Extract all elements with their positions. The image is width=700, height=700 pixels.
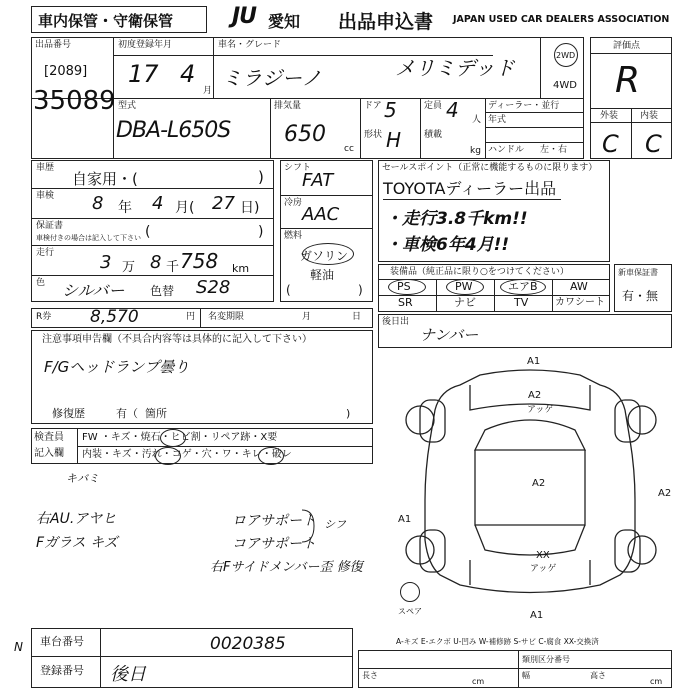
drive-2wd: 2WD	[556, 51, 576, 60]
mileage-rest: 758	[180, 249, 219, 273]
logo-place: 愛知	[268, 12, 301, 31]
fuel-label: 燃料	[284, 231, 303, 241]
plate-value: 後日	[110, 664, 146, 685]
fuel-open: (	[286, 283, 291, 297]
recycle-unit: 円	[186, 312, 196, 322]
selling-label: セールスポイント（正常に機能するものに限ります）	[382, 163, 598, 173]
repair-count-label: 箇所	[145, 407, 167, 420]
history-value: 自家用・(	[72, 170, 138, 188]
plate-label: 登録番号	[40, 664, 84, 677]
warranty-close: )	[258, 224, 264, 240]
damage-bracket	[300, 506, 324, 546]
color-code: S28	[196, 277, 231, 298]
mileage-label: 走行	[36, 248, 55, 258]
doors-value: 5	[384, 98, 397, 122]
association-name: JAPAN USED CAR DEALERS ASSOCIATION	[453, 14, 670, 25]
inspection-day-unit: 日)	[240, 200, 260, 216]
inspector-row2: 内装・キズ・汚れ・コゲ・穴・ワ・キレ・破レ	[82, 449, 292, 460]
registration-month: 4	[180, 60, 196, 88]
diag-mark-up2: アッゲ	[530, 564, 557, 574]
damage-shifu: シフ	[324, 518, 346, 531]
equipment-label: 装備品（純正品に限り○をつけてください）	[390, 267, 569, 277]
equip-ps: PS	[397, 280, 411, 293]
color-change-label: 色替	[150, 284, 175, 298]
shift-label: シフト	[284, 163, 312, 173]
selling-line1: ・走行3.8千km!!	[385, 209, 528, 229]
registration-year: 17	[128, 60, 159, 88]
shape-value: H	[386, 128, 402, 152]
capacity-value: 4	[446, 98, 459, 122]
name-change-day: 日	[352, 312, 362, 322]
diag-mark-a2-roof: A2	[532, 478, 546, 489]
recycle-box	[31, 308, 373, 328]
ju-logo: JU	[232, 4, 257, 29]
shape-label: 形状	[364, 130, 383, 140]
diag-mark-a1-top: A1	[527, 356, 541, 367]
width-label: 幅	[522, 671, 530, 680]
name-change-label: 名変期限	[208, 312, 245, 322]
mileage-sen-unit: 千	[166, 260, 180, 275]
diag-mark-xx: XX	[536, 550, 550, 561]
length-label: 長さ	[362, 671, 378, 680]
fuel-gas: ガソリン	[300, 249, 349, 263]
inspector-mark: キバミ	[66, 472, 99, 485]
diag-mark-up1: アッゲ	[527, 405, 554, 415]
history-label: 車歴	[36, 163, 55, 173]
car-grade: メリミデッド	[395, 56, 515, 80]
equip-airbag: エアB	[508, 280, 538, 293]
side-mark: N	[14, 640, 23, 654]
color-label: 色	[36, 278, 46, 288]
chassis-label: 車台番号	[40, 635, 84, 648]
lot-number: 35089	[33, 86, 116, 116]
spare-label: スペア	[398, 607, 422, 616]
fuel-diesel: 軽油	[310, 268, 335, 282]
inspector-row1: FW ・キズ・焼石・ヒビ割・リペア跡・X要	[82, 432, 278, 443]
lot-number-label: 出品番号	[35, 40, 72, 50]
length-unit: cm	[472, 677, 485, 686]
warranty-open: (	[145, 224, 151, 240]
repair-label: 修復歴	[52, 407, 85, 420]
equip-seat: カワシート	[555, 297, 605, 308]
capacity-unit: 人	[472, 115, 482, 125]
form-title: 出品申込書	[338, 11, 434, 33]
name-change-month: 月	[302, 312, 312, 322]
inspection-year-unit: 年	[118, 200, 132, 216]
recycle-label: R券	[36, 312, 52, 322]
warranty-label: 保証書	[36, 221, 64, 231]
doors-label: ドア	[364, 101, 382, 111]
height-unit: cm	[650, 677, 663, 686]
displacement-label: 排気量	[274, 101, 302, 111]
equip-navi: ナビ	[454, 296, 476, 309]
inspector-mark-circle3	[258, 447, 284, 465]
exterior-grade: C	[602, 130, 619, 158]
equip-aw: AW	[570, 280, 588, 293]
fuel-gas-circle	[302, 243, 354, 265]
inspection-year: 8	[92, 193, 104, 214]
diagram-legend: A-キズ E-エクボ U-凹み W-補修跡 S-サビ C-腐食 XX-交換済	[396, 637, 599, 646]
repair-value: 有（	[116, 407, 138, 420]
storage-label: 車内保管・守衛保管	[38, 12, 174, 30]
diag-mark-a1-left: A1	[398, 514, 412, 525]
damage-right2: コアサポート	[232, 536, 316, 552]
interior-label: 内装	[640, 111, 659, 121]
warranty-note: 車検付きの場合は記入して下さい	[36, 234, 141, 242]
year-model-label: 年式	[488, 115, 507, 125]
handle-label: ハンドル	[488, 145, 525, 155]
mileage-man-unit: 万	[122, 260, 136, 275]
mileage-man: 3	[100, 252, 112, 273]
damage-left1: 右AU.アヤヒ	[36, 511, 117, 527]
notes-text: F/Gヘッドランプ曇り	[44, 358, 190, 376]
capacity-label: 定員	[424, 101, 443, 111]
equip-airbag-circle	[500, 279, 546, 295]
inspection-day: 27	[212, 193, 235, 214]
interior-grade: C	[645, 130, 662, 158]
notes-label: 注意事項申告欄（不具合内容等は具体的に記入して下さい）	[42, 334, 312, 345]
drive-4wd: 4WD	[553, 80, 577, 91]
later-value: ナンバー	[420, 326, 479, 344]
history-close: )	[258, 168, 264, 186]
diag-mark-a2-right: A2	[658, 488, 672, 499]
grade-score: R	[615, 60, 641, 101]
damage-left2: Fガラス キズ	[36, 535, 118, 551]
equip-tv: TV	[514, 296, 529, 309]
car-name: ミラジーノ	[222, 66, 322, 90]
ac-label: 冷房	[284, 198, 303, 208]
registration-label: 初度登録年月	[118, 40, 173, 50]
load-label: 積載	[424, 130, 443, 140]
inspector-label1: 検査員	[34, 432, 64, 443]
cc-unit: cc	[344, 144, 354, 154]
equip-pw-circle	[446, 279, 484, 295]
inspector-mark-circle1	[160, 429, 186, 447]
selling-line2: ・車検6年4月!!	[385, 235, 510, 255]
exterior-label: 外装	[600, 111, 619, 121]
height-label: 高さ	[590, 671, 606, 680]
dealer-parallel: ディーラー・並行	[488, 101, 560, 111]
insurance-label: 新車保証書	[618, 268, 658, 277]
equip-ps-circle	[388, 279, 426, 295]
handle-options: 左・右	[540, 145, 568, 155]
inspection-month-unit: 月(	[175, 200, 195, 216]
spare-tire-icon	[400, 582, 420, 602]
shift-value: FAT	[302, 170, 334, 191]
ac-value: AAC	[302, 204, 340, 225]
inspector-mark-circle2	[155, 447, 181, 465]
kg-unit: kg	[470, 146, 481, 156]
model-label: 型式	[118, 101, 137, 111]
inspector-label2: 記入欄	[34, 448, 64, 459]
recycle-amount: 8,570	[90, 307, 139, 327]
model-value: DBA-L650S	[116, 118, 231, 143]
car-name-label: 車名・グレード	[218, 40, 282, 50]
color-value: シルバー	[62, 281, 125, 300]
equip-pw: PW	[455, 280, 473, 293]
class-label: 類別区分番号	[522, 655, 570, 664]
displacement-value: 650	[284, 122, 326, 147]
inspection-month: 4	[152, 193, 164, 214]
fuel-close: )	[358, 283, 363, 297]
mileage-sen: 8	[150, 252, 162, 273]
selling-dealer: TOYOTAディーラー出品	[383, 179, 557, 198]
repair-close: )	[346, 407, 351, 420]
insurance-value: 有・無	[622, 289, 659, 303]
registration-month-unit: 月	[203, 86, 213, 96]
chassis-value: 0020385	[210, 634, 286, 654]
inspection-label: 車検	[36, 191, 55, 201]
damage-right1: ロアサポート	[232, 513, 316, 529]
diag-mark-a2-hood: A2	[528, 390, 542, 401]
dimensions-box	[358, 650, 672, 688]
equip-sr: SR	[398, 296, 413, 309]
grade-label: 評価点	[613, 41, 641, 51]
later-label: 後日出	[382, 317, 410, 327]
diag-mark-a1-bottom: A1	[530, 610, 544, 621]
mileage-unit: km	[232, 262, 250, 275]
lot-bracket-number: [2089]	[44, 64, 88, 79]
damage-right3: 右Fサイドメンバー歪 修復	[210, 560, 363, 575]
